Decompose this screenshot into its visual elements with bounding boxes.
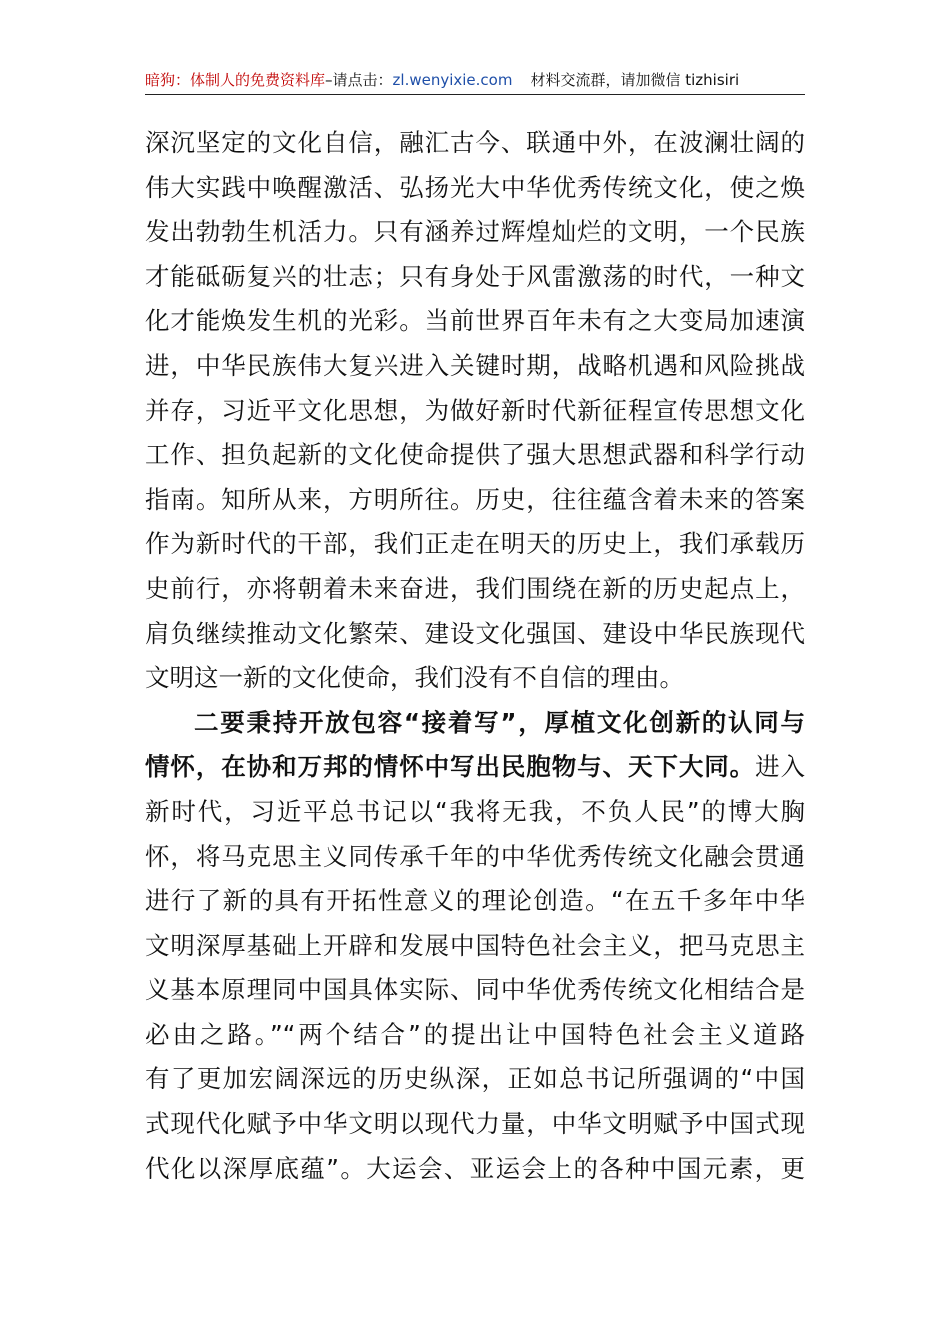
- text-line: 肩负继续推动文化繁荣、建设文化强国、建设中华民族现代: [145, 618, 805, 648]
- text-line: 深沉坚定的文化自信，融汇古今、联通中外，在波澜壮阔的: [145, 128, 805, 157]
- text-line: 伟大实践中唤醒激活、弘扬光大中华优秀传统文化，使之焕: [145, 172, 805, 202]
- text-line: 进行了新的具有开拓性意义的理论创造。“在五千多年中华: [145, 886, 805, 916]
- document-body: [145, 121, 805, 1191]
- text-line: 必由之路。”“两个结合”的提出让中国特色社会主义道路: [145, 1019, 805, 1049]
- page-header: [145, 66, 805, 94]
- text-line: 文明这一新的文化使命，我们没有不自信的理由。: [145, 663, 684, 693]
- text-line: 化才能焕发生机的光彩。当前世界百年未有之大变局加速演: [145, 306, 805, 336]
- text-run: 进入: [755, 752, 805, 782]
- header-brand: 暗狗：体制人的免费资料库: [145, 71, 326, 89]
- text-line: 工作、担负起新的文化使命提供了强大思想武器和科学行动: [145, 440, 805, 470]
- mixed-line: [145, 745, 805, 790]
- text-line: 有了更加宏阔深远的历史纵深，正如总书记所强调的“中国: [145, 1064, 805, 1094]
- text-line: 式现代化赋予中华文明以现代力量，中华文明赋予中国式现: [145, 1109, 805, 1139]
- bold-heading-tail: 情怀，在协和万邦的情怀中写出民胞物与、天下大同。: [145, 752, 756, 782]
- text-line: 代化以深厚底蕴”。大运会、亚运会上的各种中国元素，更: [145, 1153, 805, 1183]
- paragraph-2: [145, 701, 805, 1192]
- text-line: 发出勃勃生机活力。只有涵养过辉煌灿烂的文明，一个民族: [145, 217, 805, 247]
- text-line: 进，中华民族伟大复兴进入关键时期，战略机遇和风险挑战: [145, 350, 805, 380]
- header-prompt: –请点击：: [325, 71, 393, 89]
- bold-heading-line: 二要秉持开放包容“接着写”，厚植文化创新的认同与: [194, 707, 805, 737]
- text-line: 义基本原理同中国具体实际、同中华优秀传统文化相结合是: [145, 975, 805, 1005]
- text-line: 怀，将马克思主义同传承千年的中华优秀传统文化融会贯通: [145, 841, 805, 871]
- header-link[interactable]: zl.wenyixie.com: [392, 71, 513, 89]
- text-line: 作为新时代的干部，我们正走在明天的历史上，我们承载历: [145, 529, 805, 559]
- text-line: 文明深厚基础上开辟和发展中国特色社会主义，把马克思主: [145, 930, 805, 960]
- text-line: 并存，习近平文化思想，为做好新时代新征程宣传思想文化: [145, 395, 805, 425]
- text-line: 才能砥砺复兴的壮志；只有身处于风雷激荡的时代，一种文: [145, 261, 805, 291]
- header-note: 材料交流群，请加微信 tizhisiri: [530, 71, 740, 89]
- text-line: 史前行，亦将朝着未来奋进，我们围绕在新的历史起点上，: [145, 573, 805, 603]
- paragraph-1: [145, 121, 805, 701]
- header-divider: [145, 94, 805, 95]
- text-line: 新时代，习近平总书记以“我将无我，不负人民”的博大胸: [145, 796, 805, 826]
- text-line: 指南。知所从来，方明所往。历史，往往蕴含着未来的答案: [145, 484, 805, 514]
